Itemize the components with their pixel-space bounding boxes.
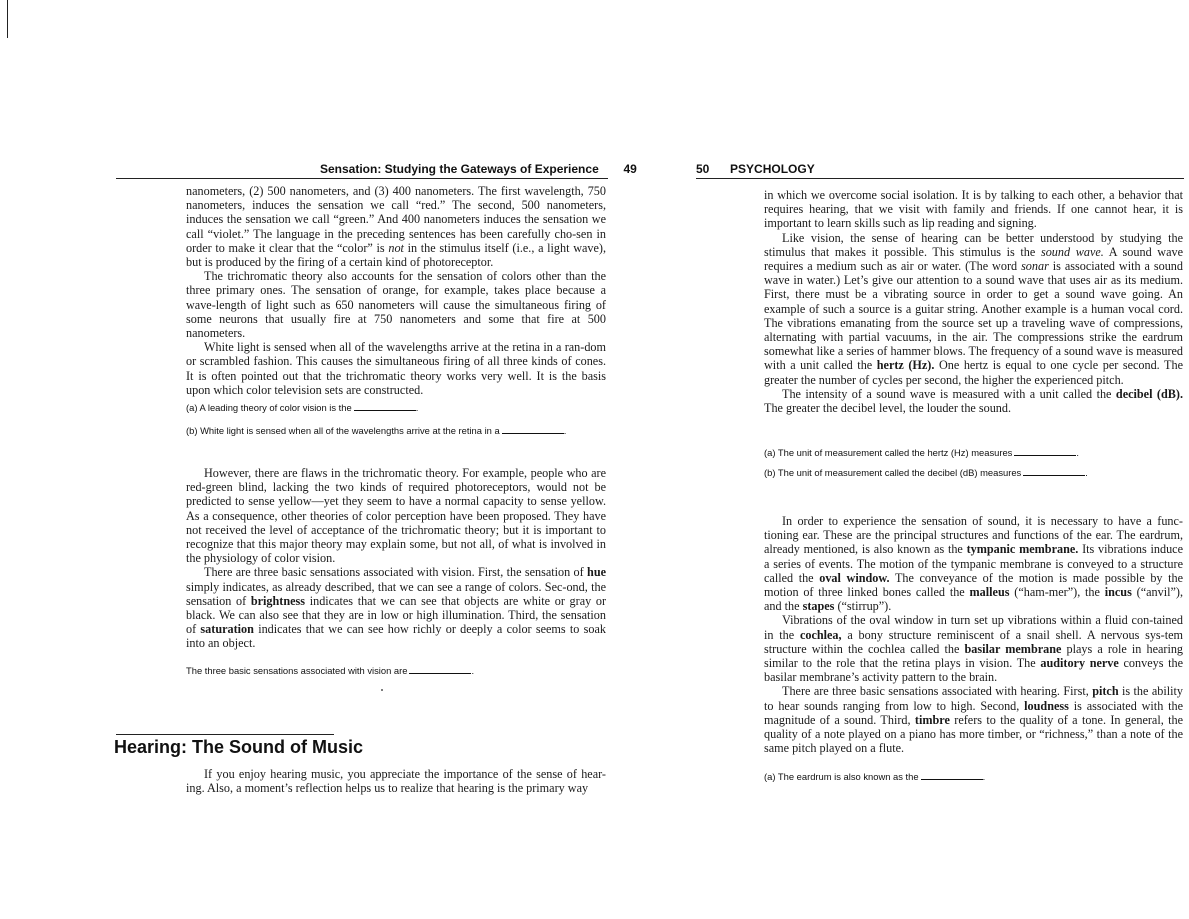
paragraph: In order to experience the sensation of sound, it is necessary to have a func-tioning ear. These are the principal structures and functions of the ear. The eardrum, already mentioned, is also known as the tympanic membrane. Its vibrations induce a series of events. The motion of the tympanic membrane is conveyed to a structure called the oval window. The conveyance of the motion is made possible by the motion of three linked bones called the malleus (“ham-mer”), the incus (“anvil”), and the stapes (“stirrup”). <box>764 514 1184 614</box>
question-item: (b) The unit of measurement called the decibel (dB) measures . <box>764 467 1088 478</box>
answer-blank[interactable] <box>921 770 983 780</box>
body-text-top <box>186 184 606 397</box>
answer-blank[interactable] <box>1023 466 1085 476</box>
running-head <box>696 162 815 176</box>
question-item: (a) The unit of measurement called the hertz (Hz) measures . <box>764 447 1079 458</box>
answer-blank[interactable] <box>502 424 564 434</box>
answer-blank[interactable] <box>409 664 471 674</box>
paragraph: The intensity of a sound wave is measured with a unit called the decibel (dB). The greater the decibel level, the louder the sound. <box>764 386 1183 416</box>
body-text-bottom <box>186 767 606 795</box>
running-head-title: Sensation: Studying the Gateways of Experience <box>320 162 599 176</box>
paragraph: There are three basic sensations associated with hearing. First, pitch is the ability to hear sounds ranging from low to high. Second, loudness is associated with the magnitude of a sound. Third, timbre refers to the quality of a tone. In general, the quality of a note played on a piano has more timber, or “richness,” than a note of the same pitch played on a flute. <box>764 684 1184 756</box>
body-text-middle <box>186 466 606 651</box>
paragraph: in which we overcome social isolation. It is by talking to each other, a behavior that requires hearing, that we visit with family and friends. If one cannot hear, it is important to learn skills such as lip reading and signing. <box>764 188 1183 231</box>
body-text-top <box>764 188 1183 415</box>
paragraph: White light is sensed when all of the wavelengths arrive at the retina in a ran-dom or scrambled fashion. This causes the simultaneous firing of all three kinds of cones. It is often pointed out that the trichromatic theory works very well. It is the basis upon which color television sets are constructed. <box>186 340 606 397</box>
stray-dot <box>381 689 383 691</box>
paragraph: The trichromatic theory also accounts for the sensation of colors other than the three primary ones. The sensation of orange, for example, takes place because a wave-length of light such as 650 nanometers will cause the simultaneous firing of some neurons that usually fire at 750 nanometers and some that fire at 500 nanometers. <box>186 269 606 341</box>
paragraph: If you enjoy hearing music, you appreciate the importance of the sense of hear-ing. Also, a moment’s reflection helps us to realize that hearing is the primary way <box>186 767 606 796</box>
question-item: (b) White light is sensed when all of the wavelengths arrive at the retina in a . <box>186 425 567 436</box>
header-rule <box>696 178 1184 179</box>
question-item: The three basic sensations associated with vision are . <box>186 665 475 676</box>
answer-blank[interactable] <box>1014 446 1076 456</box>
paragraph: There are three basic sensations associated with vision. First, the sensation of hue simply indicates, as already described, that we can see a range of colors. Sec-ond, the sensation of brightness indicates that we can see that objects are white or gray or black. We can also see that they are in low or high illumination. Third, the sensation of saturation indicates that we can see how richly or deeply a color seems to soak into an object. <box>186 565 607 651</box>
page-number: 49 <box>623 162 637 176</box>
running-head-title: PSYCHOLOGY <box>730 162 815 176</box>
body-text-bottom <box>764 514 1183 755</box>
question-item: (a) The eardrum is also known as the . <box>764 771 986 782</box>
header-rule <box>116 178 608 179</box>
paragraph: Vibrations of the oval window in turn set up vibrations within a fluid con-tained in the cochlea, a bony structure reminiscent of a snail shell. A nervous sys-tem structure within the cochlea called the basilar membrane plays a role in hearing similar to the role that the retina plays in vision. The auditory nerve conveys the basilar membrane’s activity pattern to the brain. <box>764 613 1184 685</box>
running-head <box>320 162 637 176</box>
paragraph: However, there are flaws in the trichromatic theory. For example, people who are red-green blind, lacking the two kinds of required photoreceptors, would not be predicted to sense yellow—yet they seem to have a normal capacity to sense yellow. As a consequence, other theories of color perception have been proposed. They have not received the level of acceptance of the trichromatic theory; but it is important to recognize that this major theory may explain some, but not all, of what is involved in the physiology of color vision. <box>186 466 606 566</box>
section-title: Hearing: The Sound of Music <box>114 737 364 757</box>
section-rule <box>116 734 334 735</box>
paragraph: Like vision, the sense of hearing can be better understood by studying the stimulus that makes it possible. This stimulus is the sound wave. A sound wave requires a medium such as air or water. (The word sonar is associated with a sound wave in water.) Let’s give our attention to a sound wave that uses air as its medium. First, there must be a vibrating source in order to get a sound wave going. An example of such a source is a guitar string. Another example is a human vocal cord. The vibrations emanating from the source set up a traveling wave of compressions, alternating with partial vacuums, in the air. The compressions strike the eardrum somewhat like a series of hammer blows. The frequency of a sound wave is measured with a unit called the hertz (Hz). One hertz is equal to one cycle per second. The greater the number of cycles per second, the higher the experienced pitch. <box>764 230 1184 387</box>
question-item: (a) A leading theory of color vision is the . <box>186 402 419 413</box>
page-number: 50 <box>696 162 710 176</box>
right-page <box>620 0 1189 919</box>
paragraph: nanometers, (2) 500 nanometers, and (3) 400 nanometers. The first wavelength, 750 nanometers, induces the sensation we call “red.” The second, 500 nanometers, induces the sensation we call “green.” And 400 nanometers induces the sensation we call “violet.” The language in the preceding sentences has been carefully cho-sen in order to make it clear that the “color” is not in the stimulus itself (i.e., a light wave), but is produced by the firing of a certain kind of photoreceptor. <box>186 184 607 270</box>
answer-blank[interactable] <box>354 401 416 411</box>
